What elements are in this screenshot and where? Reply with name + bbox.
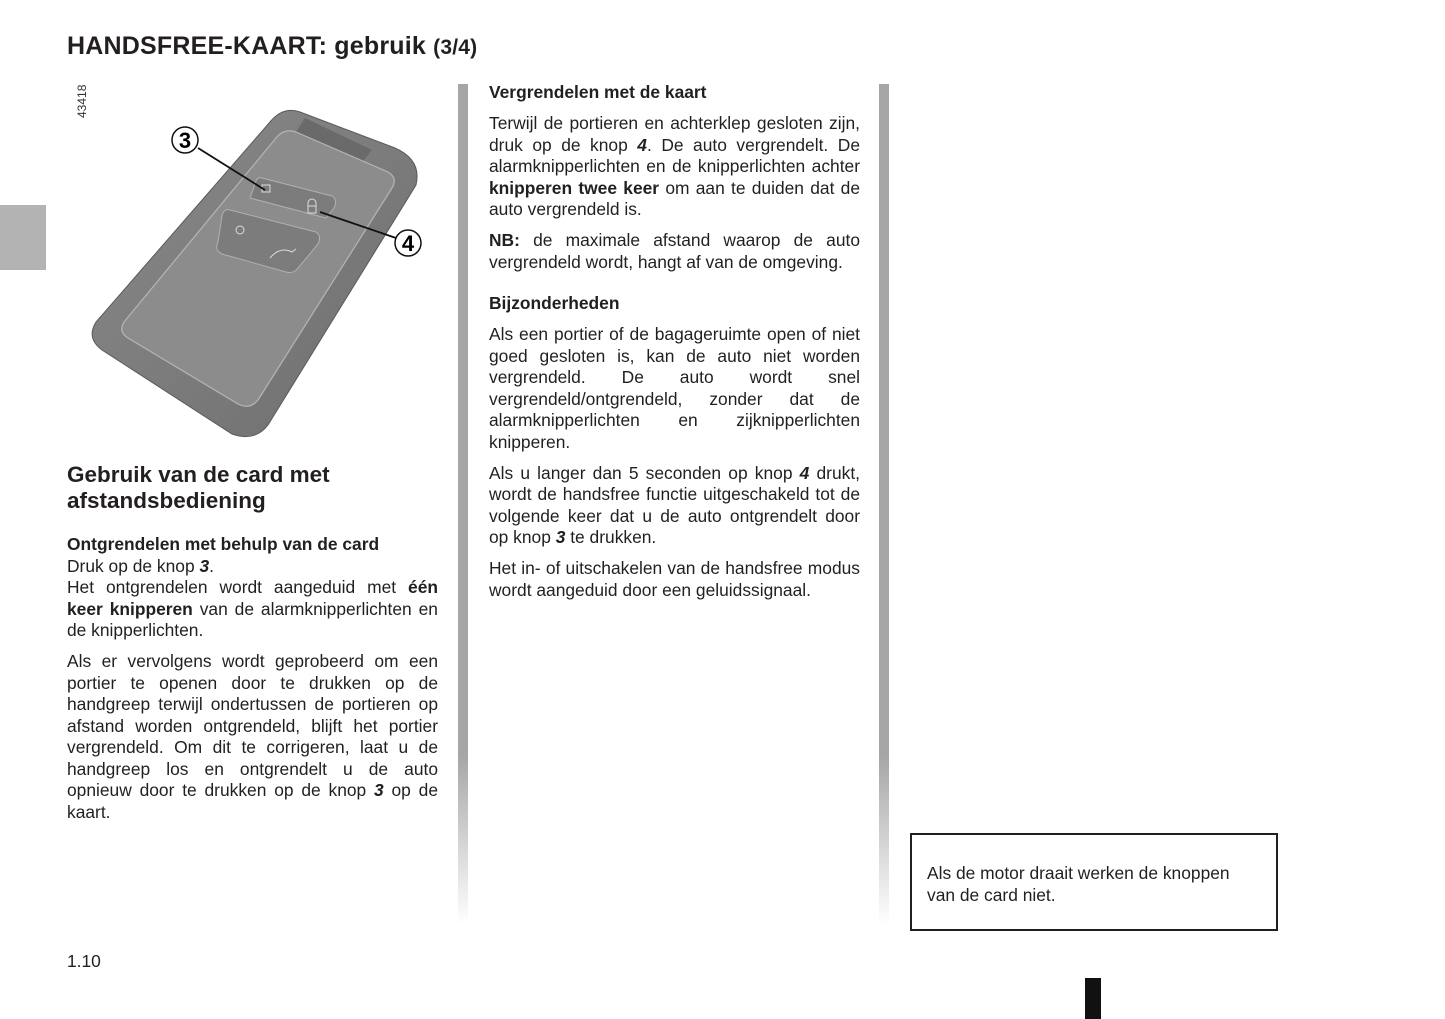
emphasis-text: knipperen twee keer: [489, 177, 660, 198]
emphasis-text: 3: [374, 780, 384, 800]
text-run: Het ontgrendelen wordt aangeduid met: [67, 577, 409, 597]
emphasis-text: 3: [555, 527, 566, 547]
title-part: (3/4): [433, 36, 478, 59]
paragraph: [67, 556, 438, 642]
emphasis-text: 4: [637, 134, 647, 155]
text-run: . De auto vergrendelt. De alarmknipperlichten en de knipperlichten achter: [489, 134, 860, 176]
text-run: Druk op de knop: [67, 555, 200, 576]
text-run: van de alarmknipperlichten en de knipperlichten.: [67, 598, 438, 640]
left-column: [67, 534, 438, 833]
emphasis-text: 4: [799, 462, 810, 483]
paragraph: [489, 324, 860, 453]
page-edge-marker: [1085, 978, 1101, 1019]
text-run: Als u langer dan 5 seconden op knop: [489, 462, 800, 483]
section-heading: Gebruik van de card met afstandsbediening: [67, 462, 330, 513]
paragraph: [67, 651, 438, 823]
text-run: de maximale afstand waarop de auto vergrendeld wordt, hangt af van de omgeving.: [489, 230, 860, 272]
subheading-lock: Vergrendelen met de kaart: [489, 82, 707, 102]
subheading-unlock: Ontgrendelen met behulp van de card: [67, 534, 380, 554]
page-number: 1.10: [67, 951, 101, 971]
callout-4-label: 4: [401, 231, 415, 256]
note-box: Als de motor draait werken de knoppen van de card niet.: [910, 833, 1278, 931]
subheading-particulars: Bijzonderheden: [489, 293, 620, 313]
section-tab: [0, 205, 46, 270]
title-main: HANDSFREE-KAART: gebruik: [67, 32, 426, 60]
text-run: op de kaart.: [67, 780, 438, 822]
paragraph: [489, 463, 860, 549]
column-divider: [879, 84, 889, 924]
paragraph: [489, 113, 860, 221]
emphasis-text: NB:: [489, 230, 520, 250]
text-run: Als een portier of de bagageruimte open of niet goed gesloten is, kan de auto niet worden vergrendeld. De auto wordt snel vergrendeld/ontgrendeld, zonder dat de alarmknipperlichten en zijknipperlichten knipperen.: [489, 324, 860, 452]
emphasis-text: 3: [199, 555, 210, 576]
text-run: Terwijl de portieren en achterklep gesloten zijn, druk op de knop: [489, 113, 860, 155]
column-divider: [458, 84, 468, 924]
paragraph: [489, 230, 860, 273]
handsfree-card-illustration: [60, 80, 440, 450]
text-run: drukt, wordt de handsfree functie uitgeschakeld tot de volgende keer dat u de auto ontgrendelt door op knop: [489, 462, 860, 547]
text-run: Als er vervolgens wordt geprobeerd om een portier te openen door te drukken op de handgreep terwijl ondertussen de portieren op afstand worden ontgrendeld, blijft het portier vergrendeld. Om dit te corrigeren, laat u de handgreep los en ontgrendelt u de auto opnieuw door te drukken op de knop: [67, 651, 438, 800]
callout-3-label: 3: [178, 128, 192, 153]
text-run: Het in- of uitschakelen van de handsfree modus wordt aangeduid door een geluidssignaal.: [489, 558, 860, 600]
text-run: om aan te duiden dat de auto vergrendeld is.: [489, 177, 860, 219]
middle-column: [489, 82, 860, 611]
image-number: 43418: [75, 84, 89, 118]
text-run: .: [209, 555, 214, 576]
emphasis-text: één keer knipperen: [67, 577, 438, 619]
text-run: te drukken.: [565, 527, 657, 547]
page-title: [67, 32, 477, 61]
paragraph: [489, 558, 860, 601]
